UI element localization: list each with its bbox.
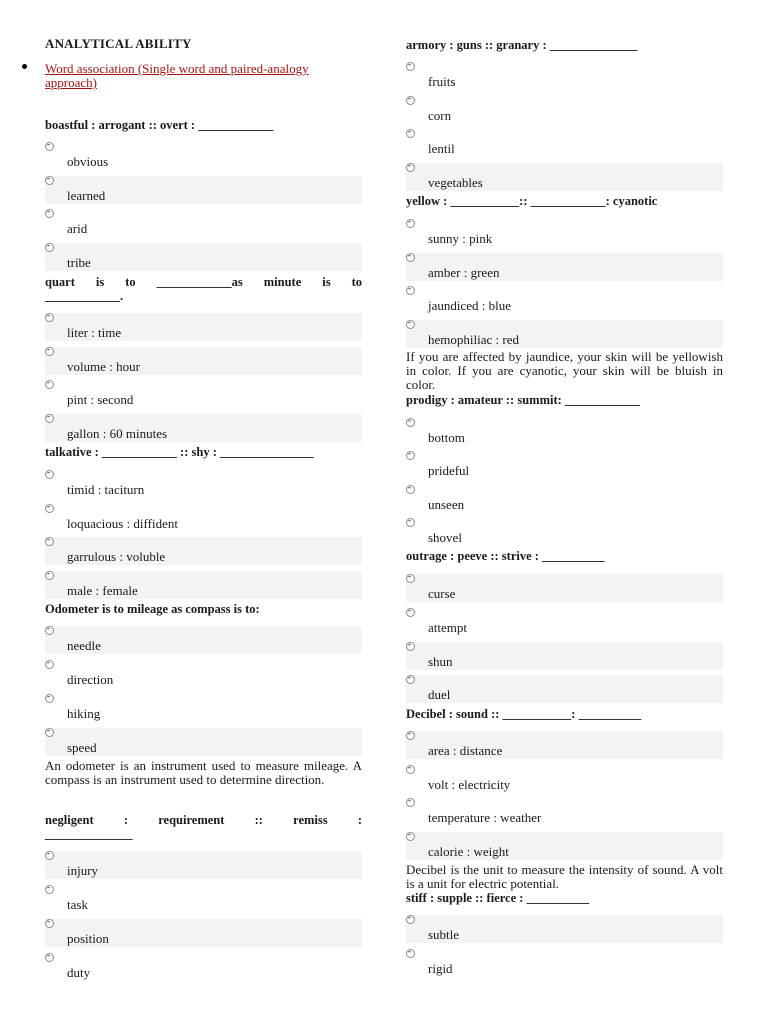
option-label: needle [67, 638, 101, 653]
option-q10-1[interactable] [406, 731, 723, 759]
question-3: talkative : ____________ :: shy : _______________ [45, 445, 314, 459]
radio-button[interactable] [406, 96, 415, 105]
option-label: area : distance [428, 743, 503, 758]
section-bullet [22, 62, 362, 90]
radio-button[interactable] [45, 694, 54, 703]
option-q4-2[interactable] [45, 660, 362, 688]
radio-button[interactable] [406, 253, 415, 262]
explanation-note: If you are affected by jaundice, your skin will be yellowish in color. If you are cyanotic, your skin will be bluish in color. [406, 349, 723, 392]
option-label: volume : hour [67, 359, 140, 374]
option-label: hemophiliac : red [428, 332, 519, 347]
option-q6-2[interactable] [406, 96, 723, 124]
option-q3-3[interactable] [45, 537, 362, 565]
radio-button[interactable] [406, 518, 415, 527]
option-q5-1[interactable] [45, 851, 362, 879]
radio-button[interactable] [45, 953, 54, 962]
option-label: unseen [428, 497, 465, 512]
question-2 [45, 275, 362, 303]
option-label: jaundiced : blue [428, 298, 512, 313]
radio-button[interactable] [45, 919, 54, 928]
option-q3-2[interactable] [45, 504, 362, 532]
option-q9-3[interactable] [406, 642, 723, 670]
option-label: timid : taciturn [67, 482, 145, 497]
option-q7-1[interactable] [406, 219, 723, 247]
radio-button[interactable] [45, 504, 54, 513]
page-title: ANALYTICAL ABILITY [45, 36, 192, 51]
radio-button[interactable] [45, 571, 54, 580]
option-label: injury [67, 863, 99, 878]
option-q11-2[interactable] [406, 949, 723, 977]
option-label: temperature : weather [428, 810, 542, 825]
question-6: armory : guns :: granary : ______________ [406, 38, 638, 52]
option-label: shovel [428, 530, 462, 545]
radio-button[interactable] [406, 642, 415, 651]
option-q2-2[interactable] [45, 347, 362, 375]
radio-button[interactable] [406, 320, 415, 329]
radio-button[interactable] [406, 949, 415, 958]
radio-button[interactable] [406, 418, 415, 427]
option-label: corn [428, 108, 452, 123]
option-label: sunny : pink [428, 231, 493, 246]
option-q6-1[interactable] [406, 62, 723, 90]
option-label: calorie : weight [428, 844, 509, 859]
radio-button[interactable] [406, 219, 415, 228]
radio-button[interactable] [406, 798, 415, 807]
option-q11-1[interactable] [406, 915, 723, 943]
radio-button[interactable] [45, 142, 54, 151]
option-q2-4[interactable] [45, 414, 362, 442]
option-q5-3[interactable] [45, 919, 362, 947]
radio-button[interactable] [406, 675, 415, 684]
option-label: loquacious : diffident [67, 516, 178, 531]
option-label: direction [67, 672, 114, 687]
option-label: vegetables [428, 175, 483, 190]
option-q8-2[interactable] [406, 451, 723, 479]
radio-button[interactable] [45, 414, 54, 423]
option-q3-4[interactable] [45, 571, 362, 599]
question-10: Decibel : sound :: ___________: __________ [406, 707, 642, 721]
option-label: rigid [428, 961, 453, 976]
option-q7-4[interactable] [406, 320, 723, 348]
option-label: garrulous : voluble [67, 549, 166, 564]
option-q9-1[interactable] [406, 574, 723, 602]
question-5-line-1: negligent : requirement :: remiss : [45, 813, 362, 827]
explanation-note: Decibel is the unit to measure the intensity of sound. A volt is a unit for electric potential. [406, 862, 723, 891]
radio-button[interactable] [406, 62, 415, 71]
radio-button[interactable] [45, 313, 54, 322]
question-2-line-1: quart is to ____________as minute is to [45, 275, 362, 289]
option-label: bottom [428, 430, 465, 445]
option-q6-4[interactable] [406, 163, 723, 191]
option-q1-2[interactable] [45, 176, 362, 204]
option-label: learned [67, 188, 106, 203]
option-label: gallon : 60 minutes [67, 426, 168, 441]
option-q5-2[interactable] [45, 885, 362, 913]
radio-button[interactable] [45, 885, 54, 894]
radio-button[interactable] [45, 851, 54, 860]
radio-button[interactable] [45, 243, 54, 252]
option-q4-1[interactable] [45, 626, 362, 654]
question-4: Odometer is to mileage as compass is to: [45, 602, 260, 616]
option-q10-2[interactable] [406, 765, 723, 793]
option-q8-1[interactable] [406, 418, 723, 446]
radio-button[interactable] [45, 176, 54, 185]
radio-button[interactable] [45, 626, 54, 635]
option-label: duty [67, 965, 91, 980]
option-q10-4[interactable] [406, 832, 723, 860]
radio-button[interactable] [406, 765, 415, 774]
radio-button[interactable] [45, 470, 54, 479]
option-label: speed [67, 740, 97, 755]
radio-button[interactable] [45, 660, 54, 669]
option-label: curse [428, 586, 456, 601]
bullet-icon [22, 64, 27, 69]
question-7: yellow : ___________:: ____________: cyanotic [406, 194, 658, 208]
option-q2-3[interactable] [45, 380, 362, 408]
radio-button[interactable] [406, 915, 415, 924]
radio-button[interactable] [406, 451, 415, 460]
option-q1-1[interactable] [45, 142, 362, 170]
option-label: fruits [428, 74, 456, 89]
option-label: position [67, 931, 109, 946]
option-label: amber : green [428, 265, 500, 280]
option-q5-4[interactable] [45, 953, 362, 981]
option-label: duel [428, 687, 451, 702]
option-label: pint : second [67, 392, 134, 407]
question-11: stiff : supple :: fierce : __________ [406, 891, 590, 905]
option-label: prideful [428, 463, 470, 478]
option-label: obvious [67, 154, 109, 169]
radio-button[interactable] [45, 347, 54, 356]
option-q9-2[interactable] [406, 608, 723, 636]
option-label: hiking [67, 706, 101, 721]
option-q7-2[interactable] [406, 253, 723, 281]
radio-button[interactable] [45, 380, 54, 389]
option-q3-1[interactable] [45, 470, 362, 498]
radio-button[interactable] [406, 485, 415, 494]
option-q9-4[interactable] [406, 675, 723, 703]
question-5-line-2: ______________ [45, 827, 133, 841]
option-label: lentil [428, 141, 455, 156]
option-q4-3[interactable] [45, 694, 362, 722]
explanation-note: An odometer is an instrument used to measure mileage. A compass is an instrument used to determine direction. [45, 758, 362, 787]
option-q6-3[interactable] [406, 129, 723, 157]
section-link[interactable]: Word association (Single word and paired-analogy approach) [45, 61, 309, 90]
radio-button[interactable] [45, 537, 54, 546]
option-label: arid [67, 221, 88, 236]
option-q2-1[interactable] [45, 313, 362, 341]
radio-button[interactable] [45, 209, 54, 218]
question-1: boastful : arrogant :: overt : ____________ [45, 118, 274, 132]
option-q1-4[interactable] [45, 243, 362, 271]
radio-button[interactable] [406, 286, 415, 295]
radio-button[interactable] [406, 731, 415, 740]
question-9: outrage : peeve :: strive : __________ [406, 549, 605, 563]
option-q4-4[interactable] [45, 728, 362, 756]
option-label: liter : time [67, 325, 122, 340]
option-q8-4[interactable] [406, 518, 723, 546]
option-label: attempt [428, 620, 467, 635]
option-q8-3[interactable] [406, 485, 723, 513]
radio-button[interactable] [406, 832, 415, 841]
option-label: shun [428, 654, 453, 669]
question-8: prodigy : amateur :: summit: ____________ [406, 393, 640, 407]
option-label: tribe [67, 255, 91, 270]
option-q7-3[interactable] [406, 286, 723, 314]
radio-button[interactable] [406, 163, 415, 172]
option-label: male : female [67, 583, 138, 598]
radio-button[interactable] [406, 608, 415, 617]
question-2-line-2: ____________. [45, 289, 124, 303]
option-label: volt : electricity [428, 777, 511, 792]
radio-button[interactable] [406, 574, 415, 583]
radio-button[interactable] [45, 728, 54, 737]
option-label: task [67, 897, 88, 912]
option-q10-3[interactable] [406, 798, 723, 826]
option-q1-3[interactable] [45, 209, 362, 237]
radio-button[interactable] [406, 129, 415, 138]
option-label: subtle [428, 927, 460, 942]
question-5 [45, 813, 362, 841]
